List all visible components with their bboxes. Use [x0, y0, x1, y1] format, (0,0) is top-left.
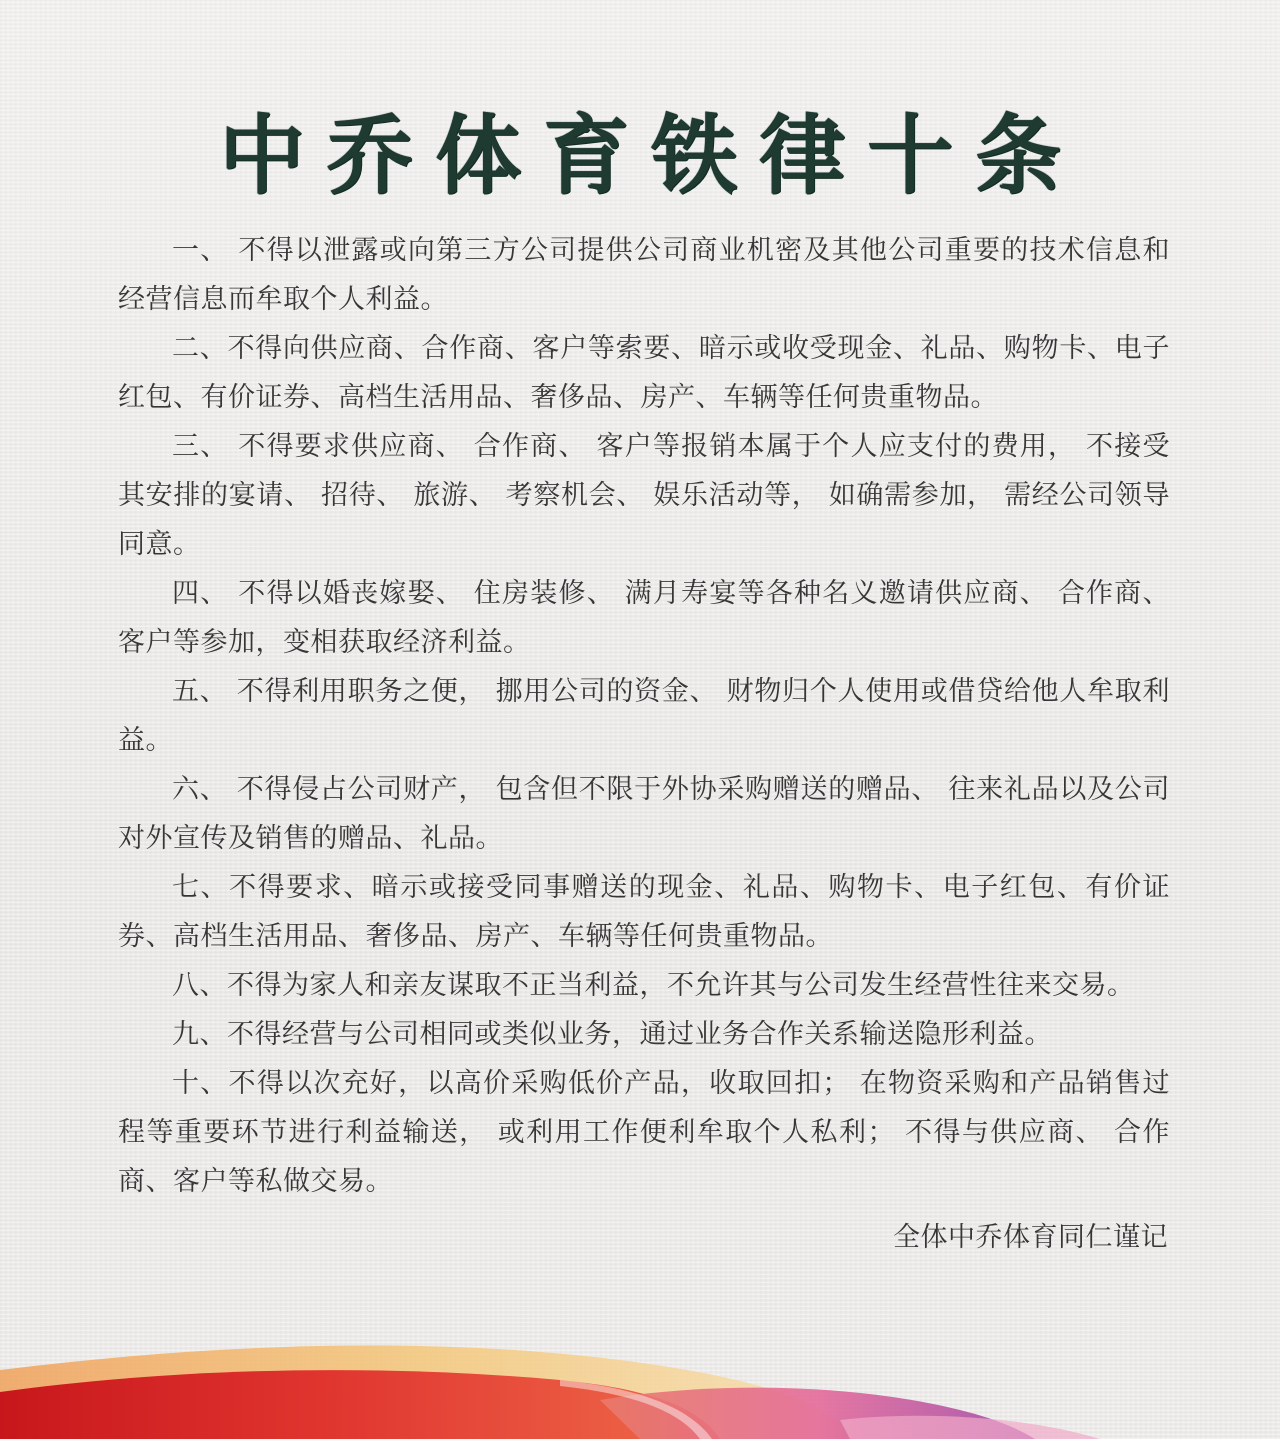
rule-6: 六、 不得侵占公司财产， 包含但不限于外协采购赠送的赠品、 往来礼品以及公司对外宣传及销售的赠品、礼品。: [118, 774, 1170, 854]
rule-10: 十、不得以次充好，以高价采购低价产品，收取回扣； 在物资采购和产品销售过程等重要环节进行利益输送， 或利用工作便利牟取个人私利； 不得与供应商、 合作商、客户等私做交易。: [118, 1068, 1170, 1197]
rule-1: 一、 不得以泄露或向第三方公司提供公司商业机密及其他公司重要的技术信息和经营信息而牟取个人利益。: [118, 235, 1170, 315]
rule-7: 七、不得要求、暗示或接受同事赠送的现金、礼品、购物卡、电子红包、有价证券、高档生活用品、奢侈品、房产、车辆等任何贵重物品。: [118, 872, 1170, 952]
rule-3: 三、 不得要求供应商、 合作商、 客户等报销本属于个人应支付的费用， 不接受其安排的宴请、 招待、 旅游、 考察机会、 娱乐活动等， 如确需参加， 需经公司领导同意。: [118, 431, 1170, 560]
rule-8: 八、不得为家人和亲友谋取不正当利益，不允许其与公司发生经营性往来交易。: [172, 970, 1135, 1001]
rule-4: 四、 不得以婚丧嫁娶、 住房装修、 满月寿宴等各种名义邀请供应商、 合作商、 客户等参加，变相获取经济利益。: [118, 578, 1170, 658]
swoosh-light-pink: [840, 1416, 1100, 1439]
rules-list: [118, 226, 1170, 1206]
rule-9: 九、不得经营与公司相同或类似业务，通过业务合作关系输送隐形利益。: [172, 1019, 1052, 1050]
page-title: 中乔体育铁律十条: [219, 105, 1083, 206]
rule-2: 二、不得向供应商、合作商、客户等索要、暗示或收受现金、礼品、购物卡、电子红包、有价证券、高档生活用品、奢侈品、房产、车辆等任何贵重物品。: [118, 333, 1170, 413]
signature: 全体中乔体育同仁谨记: [893, 1222, 1168, 1253]
rule-5: 五、 不得利用职务之便， 挪用公司的资金、 财物归个人使用或借贷给他人牟取利益。: [118, 676, 1170, 756]
decorative-swoosh-graphic: [0, 1340, 1280, 1439]
